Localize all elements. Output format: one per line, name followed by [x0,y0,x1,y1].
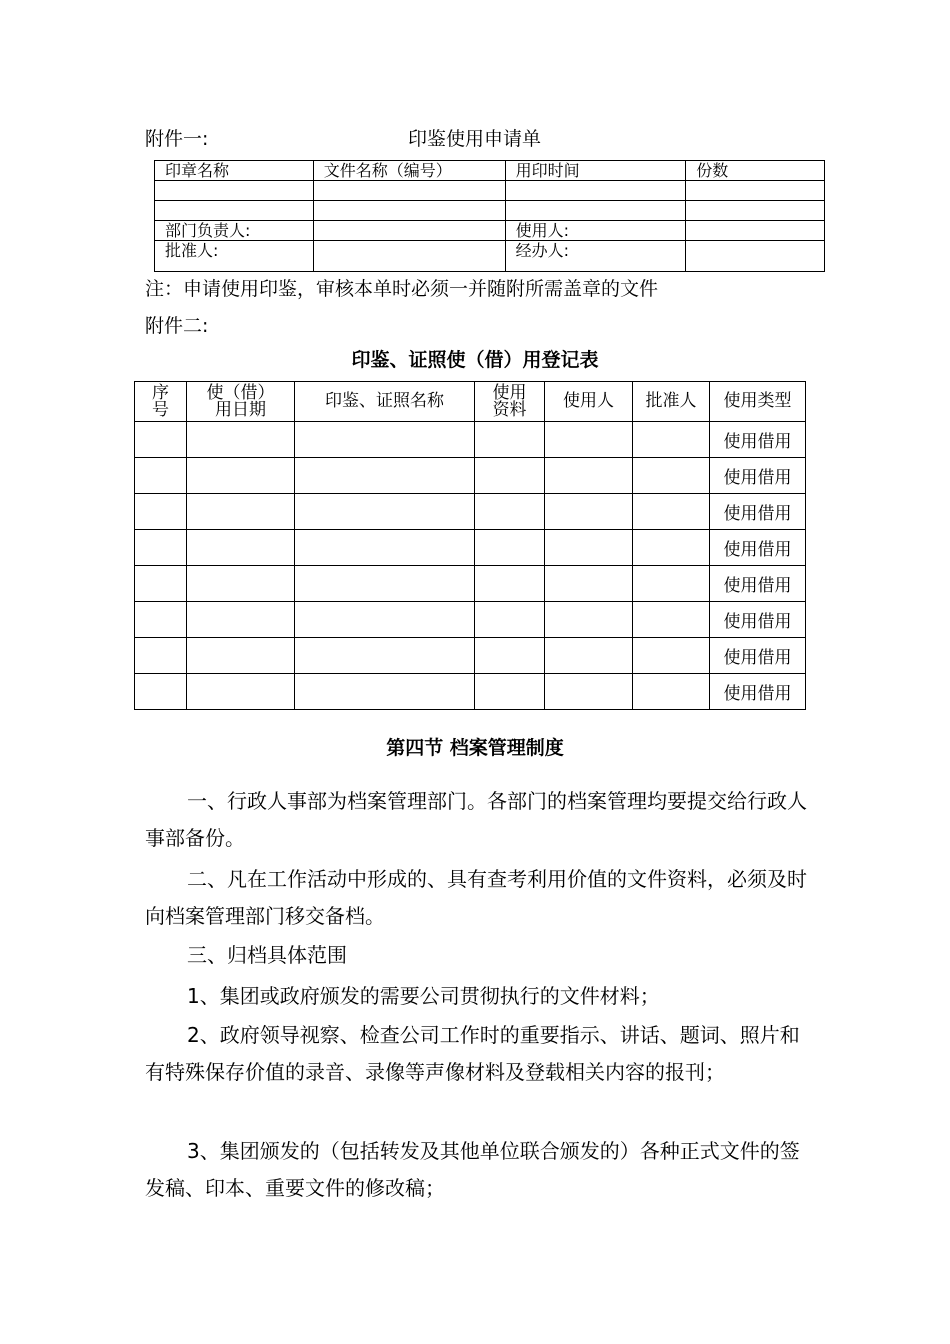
paragraph-5: 2、政府领导视察、检查公司工作时的重要指示、讲话、题词、照片和有特殊保存价值的录音、录像等声像材料及登载相关内容的报刊； [145,1023,800,1084]
user-label: 使用人: [505,221,686,241]
dept-head-label: 部门负责人: [155,221,314,241]
paragraph-1: 一、行政人事部为档案管理部门。各部门的档案管理均要提交给行政人事部备份。 [145,789,807,850]
col-seq: 序 号 [135,382,187,422]
col-material: 使用 资料 [475,382,545,422]
approver-label: 批准人: [155,241,314,272]
table-row [135,638,806,674]
header-stamp-time: 用印时间 [505,161,686,181]
type-cell: 使用借用 [710,602,806,638]
col-name: 印鉴、证照名称 [295,382,475,422]
register-title: 印鉴、证照使（借）用登记表 [351,349,599,371]
col-type: 使用类型 [710,382,806,422]
col-user: 使用人 [545,382,633,422]
table-row [135,674,806,710]
table-header-row [135,382,806,422]
type-cell: 使用借用 [710,638,806,674]
table-row [155,161,825,181]
table-row [155,201,825,221]
paragraph-6: 3、集团颁发的（包括转发及其他单位联合颁发的）各种正式文件的签发稿、印本、重要文件的修改稿； [145,1139,800,1200]
type-cell: 使用借用 [710,566,806,602]
type-cell: 使用借用 [710,494,806,530]
handler-label: 经办人: [505,241,686,272]
table-row [135,602,806,638]
attachment1-label: 附件一: [145,128,209,150]
header-seal-name: 印章名称 [155,161,314,181]
header-file-name: 文件名称（编号） [313,161,505,181]
table-row [155,241,825,272]
paragraph-3: 三、归档具体范围 [187,943,347,967]
table-row [135,422,806,458]
col-approver: 批准人 [633,382,710,422]
type-cell: 使用借用 [710,674,806,710]
table-row [135,458,806,494]
table-row [135,530,806,566]
type-cell: 使用借用 [710,422,806,458]
paragraph-2: 二、凡在工作活动中形成的、具有查考利用价值的文件资料，必须及时向档案管理部门移交备档。 [145,867,807,928]
header-copies: 份数 [686,161,825,181]
attachment2-label: 附件二: [145,315,209,337]
col-date: 使（借） 用日期 [187,382,295,422]
register-table [134,381,806,710]
table-row [135,566,806,602]
table-row [135,494,806,530]
attachment1-title: 印鉴使用申请单 [408,128,542,150]
section-title: 第四节 档案管理制度 [386,737,564,759]
table-row [155,221,825,241]
note: 注：申请使用印鉴，审核本单时必须一并随附所需盖章的文件 [145,278,659,300]
paragraph-4: 1、集团或政府颁发的需要公司贯彻执行的文件材料； [187,984,660,1008]
type-cell: 使用借用 [710,458,806,494]
type-cell: 使用借用 [710,530,806,566]
table-row [155,181,825,201]
seal-application-table [154,160,825,272]
